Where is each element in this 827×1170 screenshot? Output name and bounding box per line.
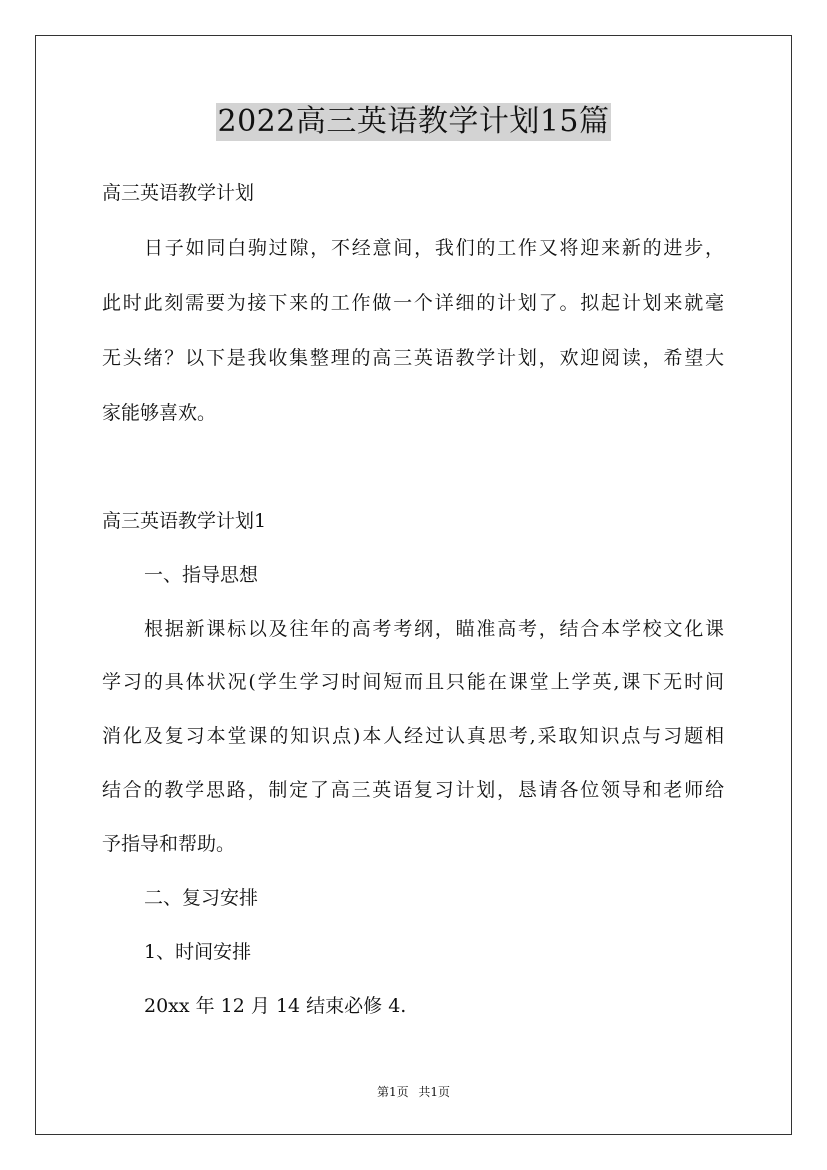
paragraph-line: 根据新课标以及往年的高考考纲，瞄准高考，结合本学校文化课 [144, 618, 724, 640]
paragraph-line: 消化及复习本堂课的知识点)本人经过认真思考,采取知识点与习题相 [102, 725, 724, 747]
document-title: 2022高三英语教学计划15篇 [217, 104, 610, 139]
subheading: 1、时间安排 [144, 941, 252, 963]
paragraph-line: 家能够喜欢。 [102, 402, 217, 424]
paragraph-line: 学习的具体状况(学生学习时间短而且只能在课堂上学英,课下无时间 [102, 671, 724, 693]
title-container [0, 103, 827, 141]
schedule-line: 20xx 年 12 月 14 结束必修 4. [144, 995, 407, 1017]
subheading: 二、复习安排 [144, 887, 259, 909]
paragraph-line: 此时此刻需要为接下来的工作做一个详细的计划了。拟起计划来就毫 [102, 292, 724, 314]
paragraph-line: 予指导和帮助。 [102, 833, 236, 855]
paragraph-line: 无头绪？以下是我收集整理的高三英语教学计划，欢迎阅读，希望大 [102, 347, 724, 369]
paragraph-line: 结合的教学思路，制定了高三英语复习计划，恳请各位领导和老师给 [102, 779, 724, 801]
page-footer: 第1页 共1页 [376, 1085, 451, 1099]
section-heading: 高三英语教学计划 [102, 182, 255, 204]
paragraph-line: 日子如同白驹过隙，不经意间，我们的工作又将迎来新的进步， [144, 237, 724, 259]
subheading: 一、指导思想 [144, 564, 259, 586]
section-heading: 高三英语教学计划1 [102, 510, 267, 532]
